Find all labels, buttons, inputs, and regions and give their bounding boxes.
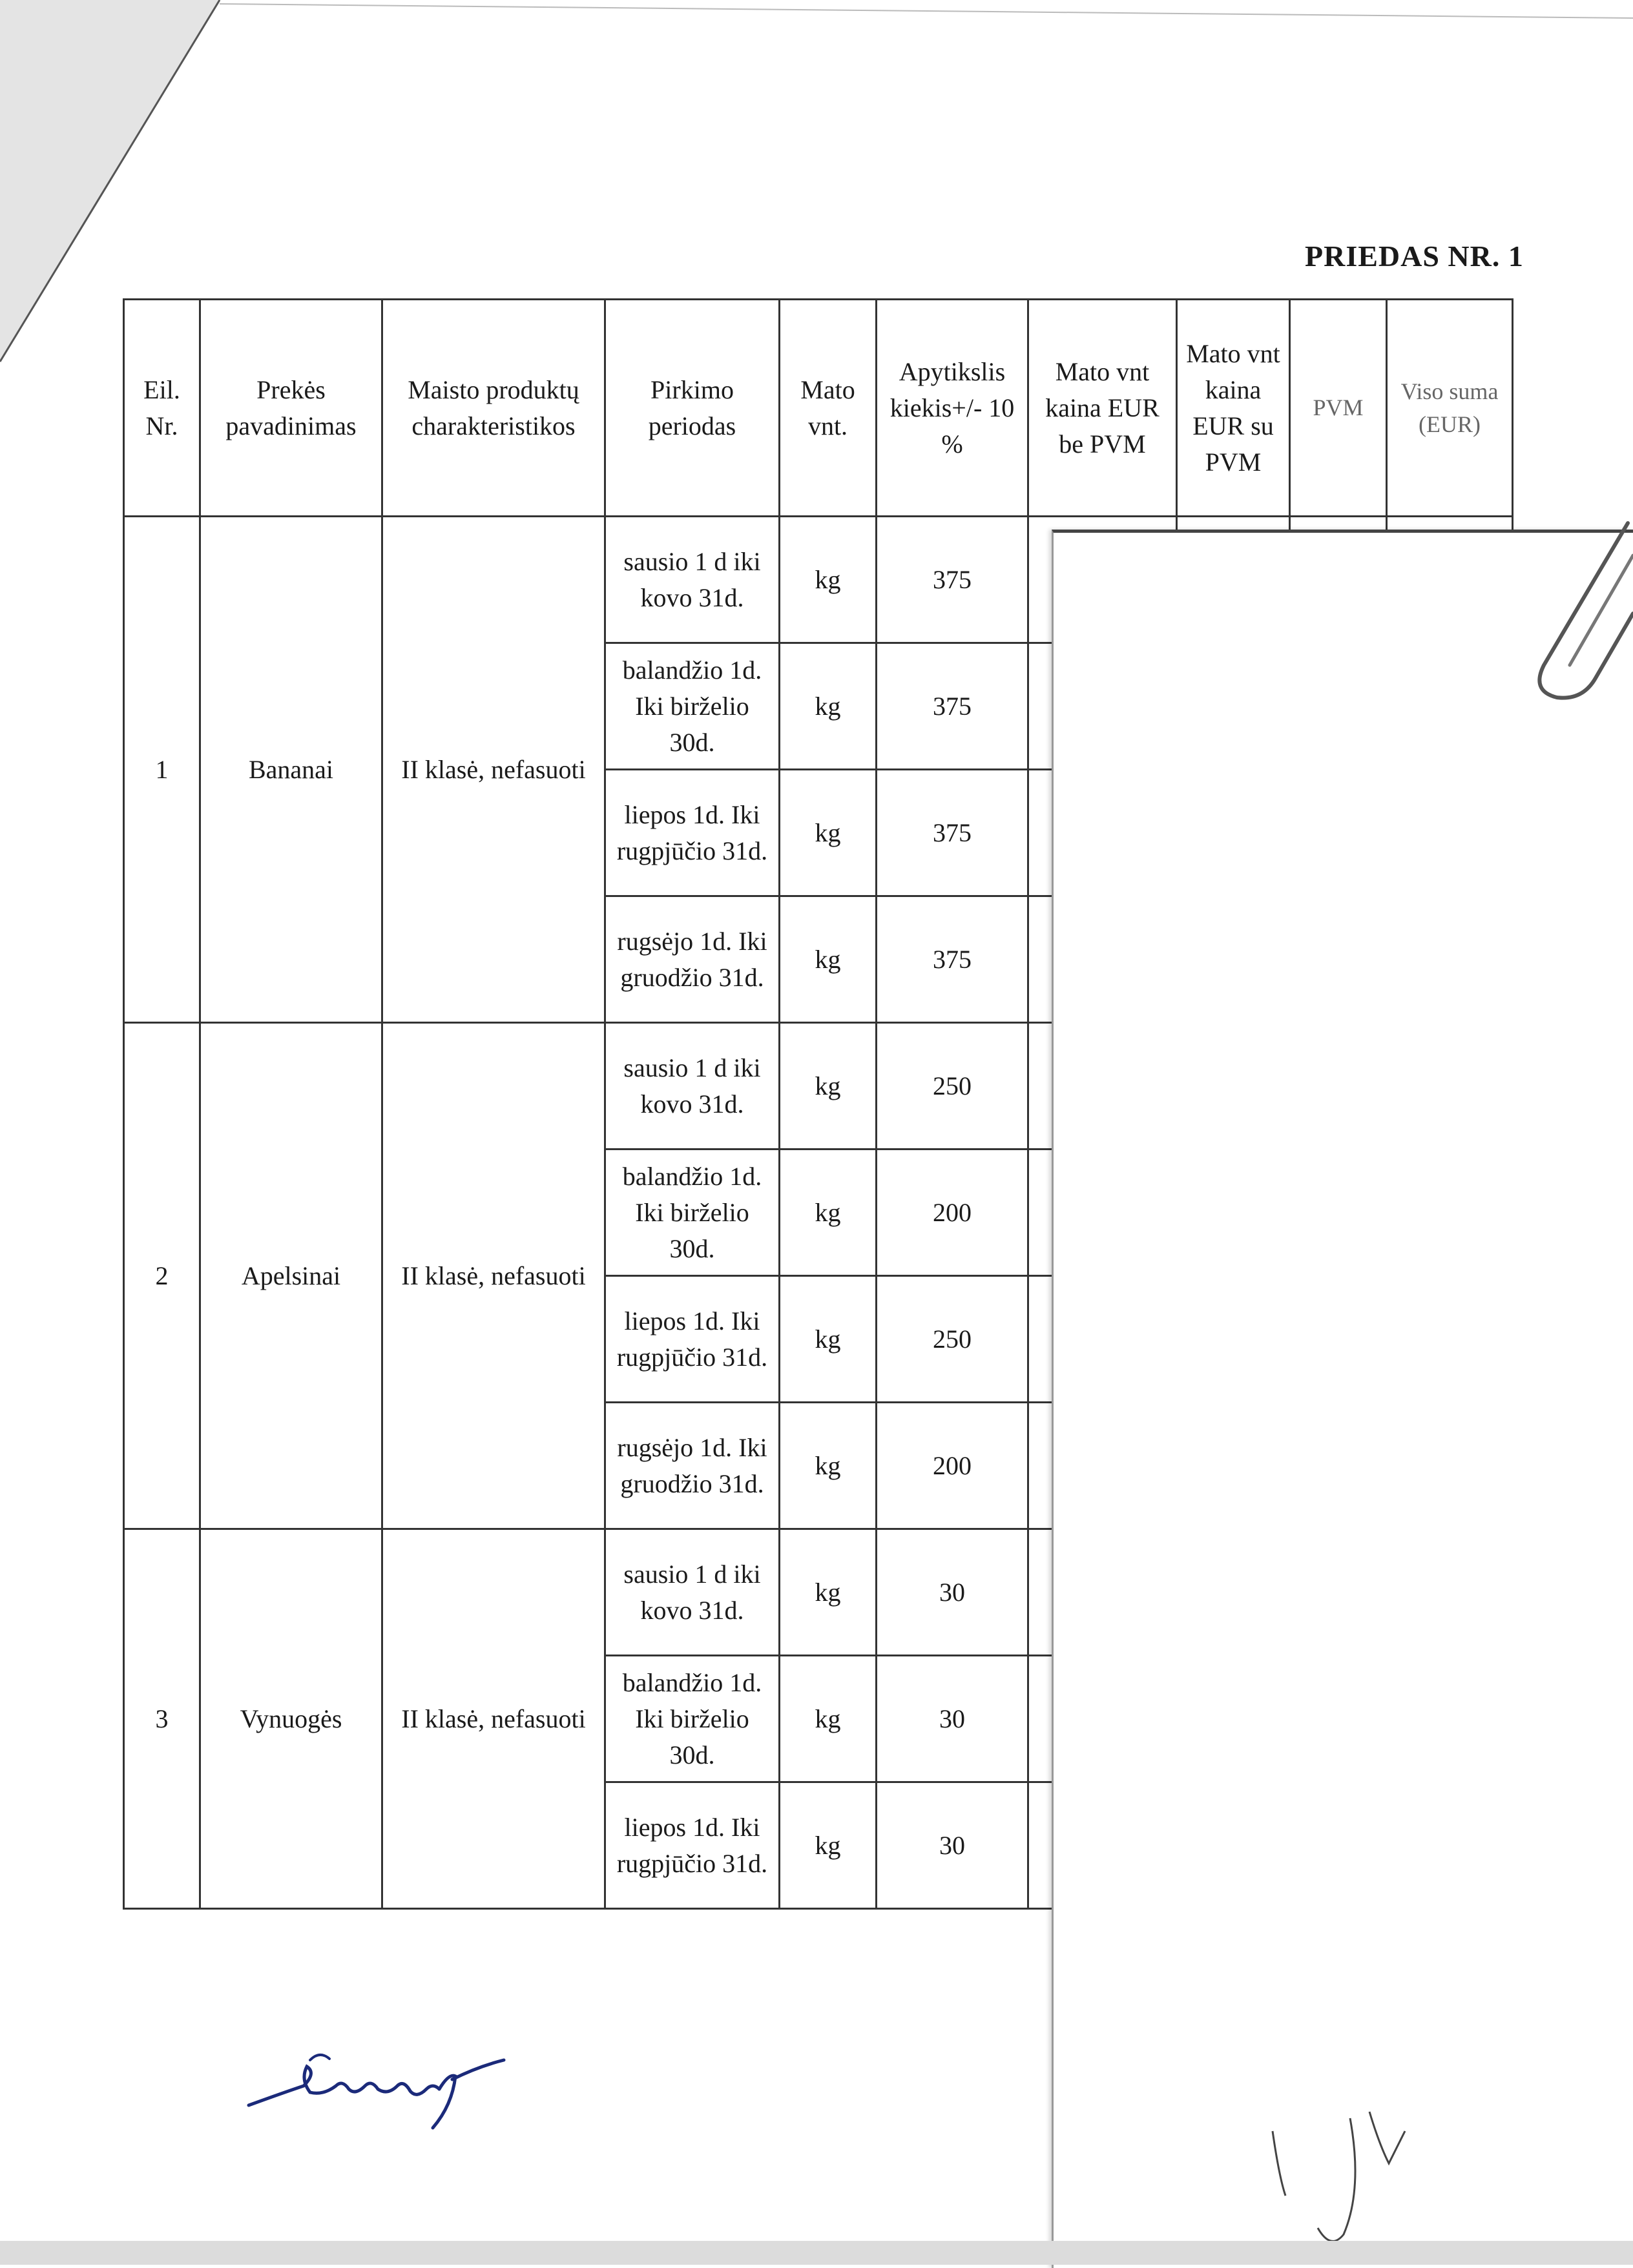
product-no: 2 [124, 1023, 200, 1529]
product-characteristics: II klasė, nefasuoti [382, 1023, 605, 1529]
table-header-row [124, 300, 1513, 517]
quantity-cell: 375 [877, 517, 1028, 643]
header-period: Pirkimo periodas [605, 300, 780, 517]
period-cell: balandžio 1d. Iki birželio 30d. [605, 1149, 780, 1276]
header-quantity: Apytikslis kiekis+/- 10 % [877, 300, 1028, 517]
quantity-cell: 200 [877, 1149, 1028, 1276]
unit-cell: kg [780, 896, 877, 1023]
product-name: Vynuogės [200, 1529, 382, 1909]
header-characteristics: Maisto produktų charakteristikos [382, 300, 605, 517]
header-unit: Mato vnt. [780, 300, 877, 517]
unit-cell: kg [780, 1149, 877, 1276]
pen-mark [1266, 2105, 1408, 2254]
quantity-cell: 30 [877, 1656, 1028, 1782]
period-cell: sausio 1 d iki kovo 31d. [605, 517, 780, 643]
product-no: 1 [124, 517, 200, 1023]
quantity-cell: 375 [877, 770, 1028, 896]
unit-cell: kg [780, 1276, 877, 1403]
quantity-cell: 250 [877, 1023, 1028, 1149]
unit-cell: kg [780, 517, 877, 643]
period-cell: rugsėjo 1d. Iki gruodžio 31d. [605, 1403, 780, 1529]
header-vat: PVM [1290, 300, 1387, 517]
period-cell: balandžio 1d. Iki birželio 30d. [605, 643, 780, 770]
unit-cell: kg [780, 770, 877, 896]
quantity-cell: 30 [877, 1782, 1028, 1909]
quantity-cell: 250 [877, 1276, 1028, 1403]
overlapping-sheet [1052, 530, 1633, 2268]
period-cell: liepos 1d. Iki rugpjūčio 31d. [605, 1782, 780, 1909]
quantity-cell: 200 [877, 1403, 1028, 1529]
period-cell: rugsėjo 1d. Iki gruodžio 31d. [605, 896, 780, 1023]
quantity-cell: 375 [877, 896, 1028, 1023]
product-name: Bananai [200, 517, 382, 1023]
signature [245, 2034, 530, 2131]
product-name: Apelsinai [200, 1023, 382, 1529]
unit-cell: kg [780, 643, 877, 770]
unit-cell: kg [780, 1023, 877, 1149]
period-cell: liepos 1d. Iki rugpjūčio 31d. [605, 1276, 780, 1403]
period-cell: sausio 1 d iki kovo 31d. [605, 1529, 780, 1656]
quantity-cell: 375 [877, 643, 1028, 770]
product-characteristics: II klasė, nefasuoti [382, 517, 605, 1023]
header-price-with-vat: Mato vnt kaina EUR su PVM [1177, 300, 1290, 517]
unit-cell: kg [780, 1403, 877, 1529]
header-total: Viso suma (EUR) [1387, 300, 1513, 517]
period-cell: sausio 1 d iki kovo 31d. [605, 1023, 780, 1149]
header-price-without-vat: Mato vnt kaina EUR be PVM [1028, 300, 1177, 517]
product-no: 3 [124, 1529, 200, 1909]
unit-cell: kg [780, 1656, 877, 1782]
period-cell: balandžio 1d. Iki birželio 30d. [605, 1656, 780, 1782]
unit-cell: kg [780, 1782, 877, 1909]
product-characteristics: II klasė, nefasuoti [382, 1529, 605, 1909]
annex-title: PRIEDAS NR. 1 [1305, 240, 1524, 273]
header-no: Eil. Nr. [124, 300, 200, 517]
period-cell: liepos 1d. Iki rugpjūčio 31d. [605, 770, 780, 896]
unit-cell: kg [780, 1529, 877, 1656]
quantity-cell: 30 [877, 1529, 1028, 1656]
scan-edge [0, 2241, 1633, 2265]
header-name: Prekės pavadinimas [200, 300, 382, 517]
paperclip-icon [1499, 517, 1633, 723]
